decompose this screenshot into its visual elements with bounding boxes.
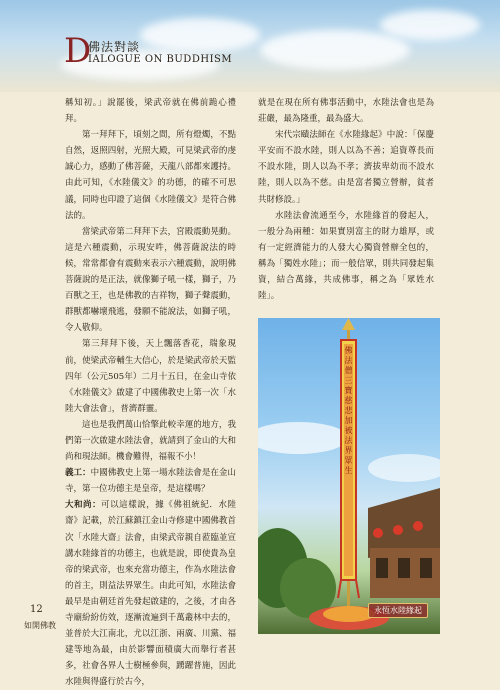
header-title-en: IALOGUE ON BUDDHISM — [88, 54, 233, 65]
question-text: 中國佛教史上第一場水陸法會是在金山寺，第一位功德主是皇帝，是這樣嗎？ — [65, 468, 236, 495]
banner-vertical-text: 佛法僧三寶慈悲加被法界眾生 — [344, 346, 353, 475]
left-paragraph: 當梁武帝第二拜拜下去，宮殿震動晃動。這是六種震動，示現安吽，佛菩薩說法的時候，常常都會有震動來表示六種震動，說明佛菩薩說的是正法，就像獅子吼一樣，獅子，乃百獸之王，也是佛教的吉祥物，獅子聲震動，群獸都嚇壞飛逃，發願不能說法，如獅子吼，令人敬仰。 — [65, 226, 236, 334]
left-paragraph: 第一拜拜下，頃刻之間，所有燈燭，不點自然，返照四射，光照大殿，可見梁武帝的虔誠心力，感動了佛菩薩，天龍八部都來護持。由此可知，《水陸儀文》的功德，的確不可思議，同時也印證了這個《水陸儀文》是符合佛法的。 — [65, 130, 236, 221]
question-label: 義工： — [65, 468, 91, 479]
answer-text: 可以這樣說，據《佛祖統紀．水陸齋》記載，於江蘇鎮江金山寺修建中國佛教首次「水陸大齋」法會，由梁武帝親自蒞臨並宣講水陸緣首的功德主，也就是說，即使貴為皇帝的梁武帝，也來充當功德主，作為水陸法會的首主，則益法界眾生。由此可知，水陸法會最早是由朝廷首先發起啟建的，之後，才由各寺廟紛紛仿效，逐漸流遍到千萬叢林中去的，並普於大江南北，尤以江浙、兩廣、川黨、福建等地為最，由於影響面積廣大而舉行者甚多，社會各界人士樹極參與，踴躍普施，因此水陸與得盛行於古今， — [65, 500, 236, 688]
question — [65, 465, 236, 497]
answer-label: 大和尚： — [65, 500, 102, 511]
right-paragraph: 水陸法會流通至今，水陸緣首的發起人，一般分為兩種：如果實別富主的財力雄厚，或有一定經濟能力的人發大心獨資營辦全包的，稱為「獨姓水陸」；而一般信眾，則共同發起集資，結合萬緣，共成佛事，稱之為「眾姓水陸」。 — [258, 210, 434, 302]
right-column — [258, 95, 434, 304]
right-paragraph: 宋代宗賾法師在《水陸緣起》中說：「保慶平安而不設水陸，則人以為不善；追資尊長而不設水陸，則人以為不孝；濟拔卑幼而不設水陸，則人以為不慈。由是富者獨立營辦，貧者共財修設。」 — [258, 130, 434, 205]
header-title-zh: 佛法對談 — [88, 40, 141, 54]
temple-banner-photo — [258, 318, 440, 634]
left-column — [65, 95, 236, 690]
magazine-name: 如開佛教 — [24, 621, 56, 630]
left-paragraph: 這也是我們萬山恰擎此較幸運的地方，我們第一次啟建水陸法會，就請到了金山的大和尚和現法師。機會難得，福報不小！ — [65, 419, 236, 463]
right-paragraph: 就是在現在所有佛事活動中，水陸法會也是為莊嚴，最為隆重，最為盛大。 — [258, 98, 434, 125]
page-number: 12 — [30, 604, 43, 615]
photo-caption: 永恆水陸緣起 — [368, 603, 428, 618]
left-paragraph: 第三拜拜下後，天上飄落香花，瑞象現前，使梁武帝輔生大信心，於是梁武帝於天監四年（公元505年）二月十五日，在金山寺依《水陸儀文》啟建了中國佛教史上第一次「水陸大會法會」，普濟群靈。 — [65, 339, 236, 414]
left-paragraph: 稱知初。」說罷後，梁武帝就在佛前跪心禮拜。 — [65, 98, 236, 125]
answer — [65, 497, 236, 690]
header-initial: D — [64, 31, 92, 71]
